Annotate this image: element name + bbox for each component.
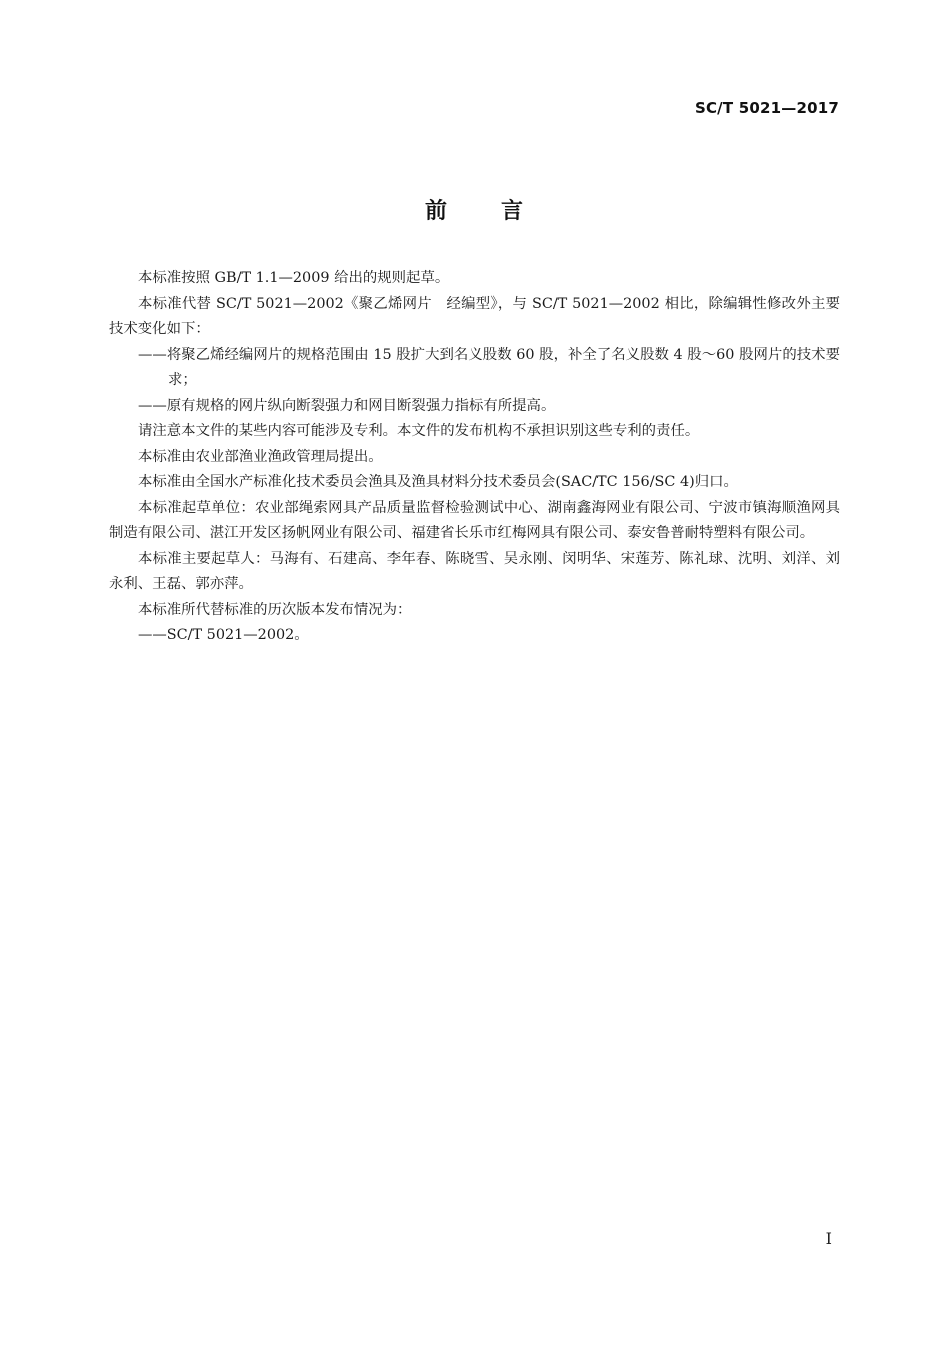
paragraph-version-history: 本标准所代替标准的历次版本发布情况为： [138,601,412,618]
paragraph-replaces: 本标准代替 SC/T 5021—2002《聚乙烯网片 经编型》，与 SC/T 5021—2002 相比，除编辑性修改外主要技术变化如下： [109,295,840,337]
paragraph-drafting-units: 本标准起草单位：农业部绳索网具产品质量监督检验测试中心、湖南鑫海网业有限公司、宁波市镇海顺渔网具制造有限公司、湛江开发区扬帆网业有限公司、福建省长乐市红梅网具有限公司、泰安鲁普耐特塑料有限公司。 [109,499,840,541]
title-char-2: 言 [501,199,526,224]
version-history-item: ——SC/T 5021—2002。 [138,627,309,643]
change-item-spec-range: ——将聚乙烯经编网片的规格范围由 15 股扩大到名义股数 60 股，补全了名义股数 4 股～60 股网片的技术要求； [138,346,840,388]
paragraph-patent-notice: 请注意本文件的某些内容可能涉及专利。本文件的发布机构不承担识别这些专利的责任。 [138,423,700,439]
paragraph-centralized-by: 本标准由全国水产标准化技术委员会渔具及渔具材料分技术委员会(SAC/TC 156/SC 4)归口。 [138,474,738,490]
paragraph-proposed-by: 本标准由农业部渔业渔政管理局提出。 [138,448,383,465]
change-item-strength: ——原有规格的网片纵向断裂强力和网目断裂强力指标有所提高。 [138,397,556,414]
paragraph-drafting-rules: 本标准按照 GB/T 1.1—2009 给出的规则起草。 [138,270,450,286]
page-title [0,194,950,225]
title-char-1: 前 [424,199,449,224]
page-number: I [825,1229,832,1248]
paragraph-drafters: 本标准主要起草人：马海有、石建高、李年春、陈晓雪、吴永刚、闵明华、宋莲芳、陈礼球、沈明、刘洋、刘永利、王磊、郭亦萍。 [109,550,840,592]
foreword-body [109,266,840,649]
standard-code: SC/T 5021—2017 [694,99,839,117]
